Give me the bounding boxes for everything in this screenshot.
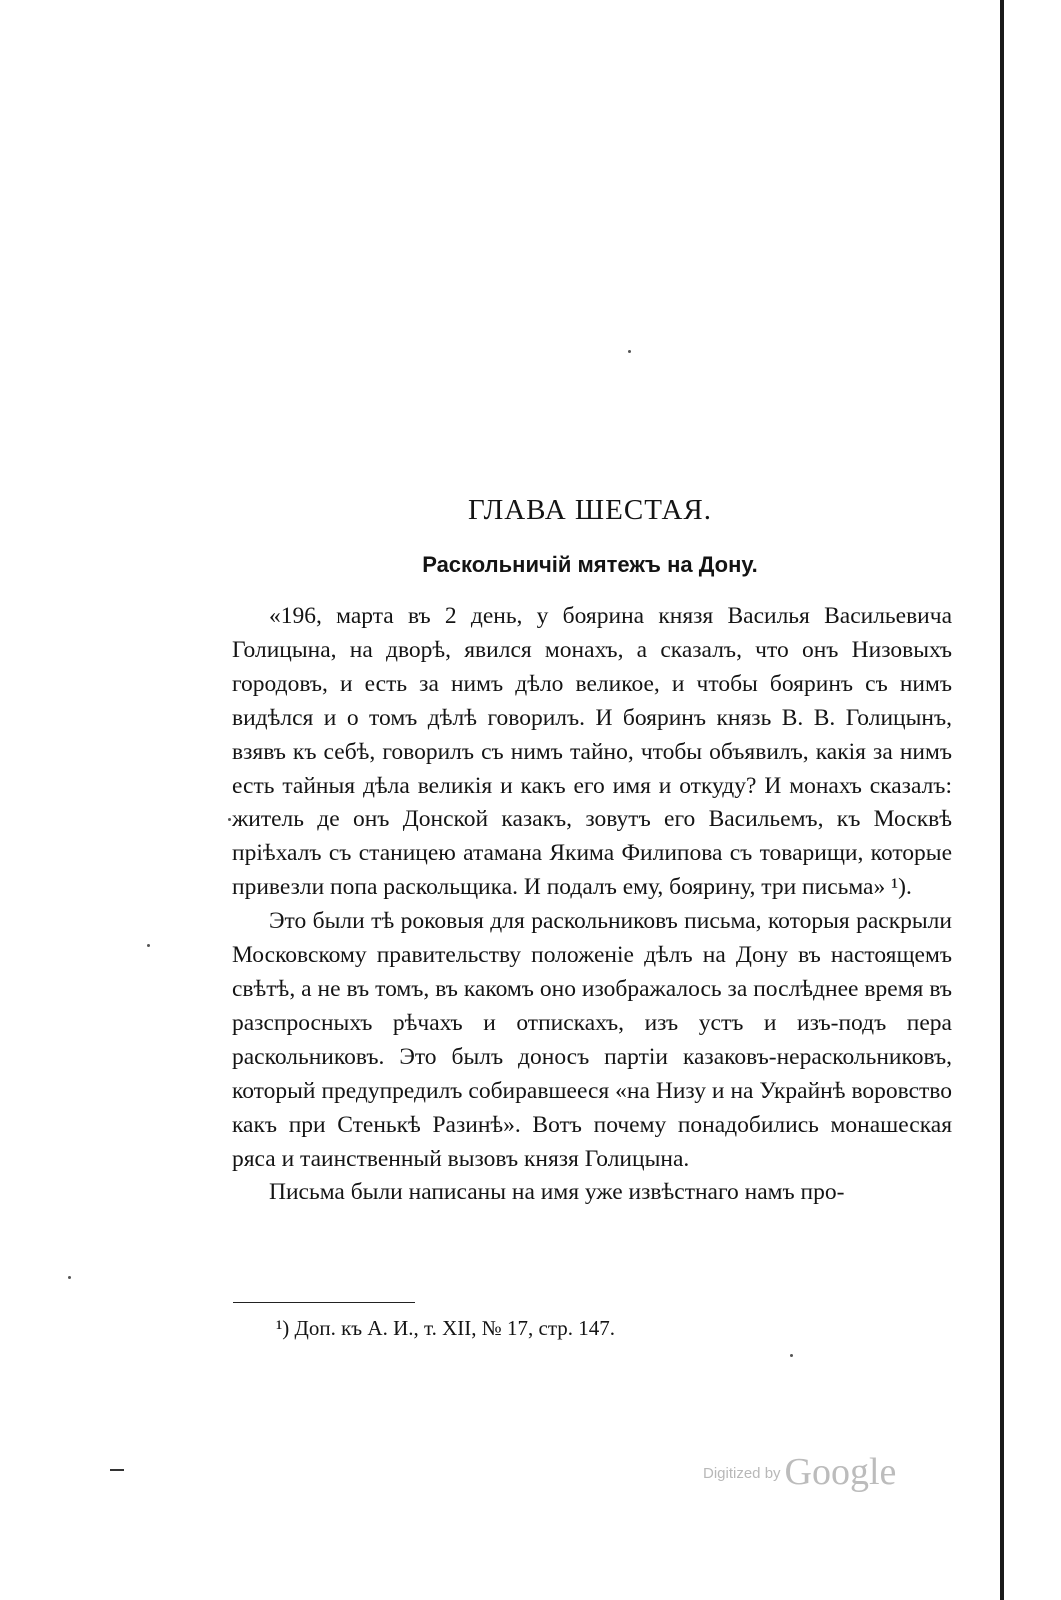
scan-speck [790,1354,793,1357]
footnote: ¹) Доп. къ А. И., т. XII, № 17, стр. 147. [276,1316,616,1340]
chapter-title: ГЛАВА ШЕСТАЯ. [467,494,713,526]
scan-speck [628,350,631,353]
scan-speck [228,818,231,821]
paragraph-2: Это были тѣ роковыя для раскольниковъ письма, которыя раскрыли Московскому правительству положеніе дѣлъ на Дону въ настоящемъ свѣтѣ, а не въ томъ, въ какомъ оно изображалось за послѣднее время въ разспросныхъ рѣчахъ и отпискахъ, изъ устъ и изъ-подъ пера раскольниковъ. Это былъ доносъ партіи казаковъ-нераскольниковъ, который предупредилъ собиравшееся «на Низу и на Украйнѣ воровство какъ при Стенькѣ Разинѣ». Вотъ почему понадобились монашеская ряса и таинственный вызовъ князя Голицына. [232,908,952,1172]
margin-mark [110,1469,124,1471]
section-title: Раскольничій мятежъ на Дону. [422,552,758,577]
paragraph-1: «196, марта въ 2 день, у боярина князя Василья Васильевича Голицына, на дворѣ, явился монахъ, а сказалъ, что онъ Низовыхъ городовъ, и есть за нимъ дѣло великое, и чтобы бояринъ съ нимъ видѣлся и о томъ дѣлѣ говорилъ. И бояринъ князь В. В. Голицынъ, взявъ къ себѣ, говорилъ съ нимъ тайно, чтобы объявилъ, какія за нимъ есть тайныя дѣла великія и какъ его имя и откуду? И монахъ сказалъ: житель де онъ Донской казакъ, зовутъ его Васильемъ, къ Москвѣ пріѣхалъ съ станицею атамана Якима Филипова съ товарищи, которые привезли попа раскольщика. И подалъ ему, боярину, три письма» ¹). [232,603,952,901]
scan-speck [147,944,150,947]
page-edge-line [1000,0,1004,1600]
scan-speck [68,1276,71,1279]
watermark-prefix: Digitized by [703,1465,781,1482]
digitized-watermark [703,1450,896,1494]
google-logo: Google [784,1451,897,1493]
body-text [232,600,952,1210]
paragraph-3: Письма были написаны на имя уже извѣстнаго намъ про- [269,1179,845,1206]
footnote-divider [233,1302,415,1303]
